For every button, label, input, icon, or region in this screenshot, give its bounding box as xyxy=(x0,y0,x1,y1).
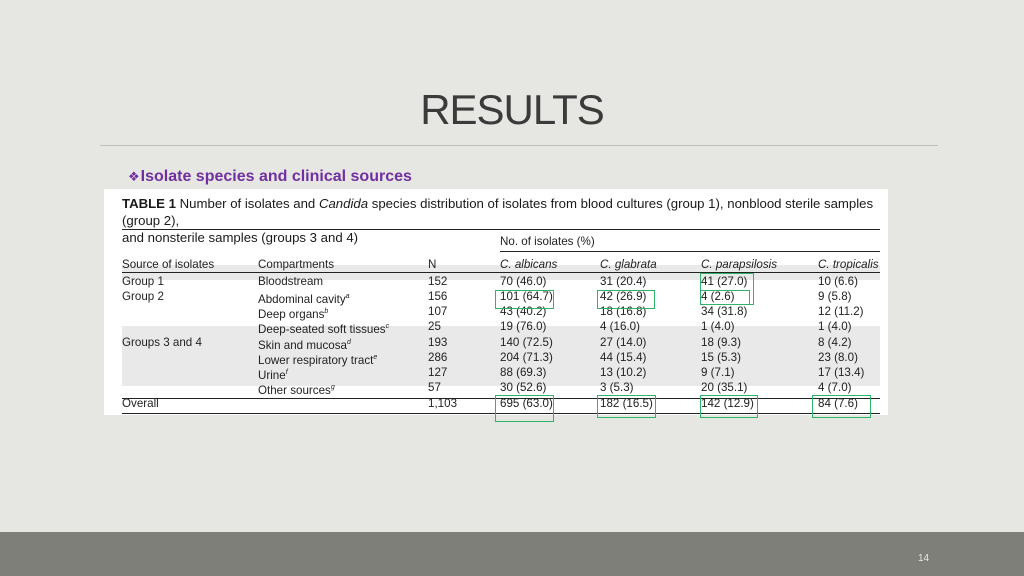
header-albicans: C. albicans xyxy=(500,258,558,271)
cell-albicans: 695 (63.0) xyxy=(500,397,553,410)
footnote-marker: b xyxy=(324,308,329,315)
cell-n: 57 xyxy=(428,381,441,394)
caption-label: TABLE 1 xyxy=(122,196,176,211)
cell-parapsilosis: 20 (35.1) xyxy=(701,381,748,394)
spanner-header: No. of isolates (%) xyxy=(500,235,595,248)
cell-albicans: 101 (64.7) xyxy=(500,290,553,303)
highlight-box xyxy=(495,290,554,309)
page-number: 14 xyxy=(918,553,930,564)
highlight-box xyxy=(597,395,656,418)
cell-glabrata: 13 (10.2) xyxy=(600,366,647,379)
highlight-box xyxy=(700,395,758,418)
cell-parapsilosis: 1 (4.0) xyxy=(701,320,735,333)
caption-text-2: species distribution of isolates from blood cultures (group 1), nonblood sterile samples (group 2), xyxy=(122,196,874,228)
footnote-marker: a xyxy=(345,293,350,300)
cell-albicans: 140 (72.5) xyxy=(500,336,553,349)
cell-parapsilosis: 18 (9.3) xyxy=(701,336,741,349)
section-subtitle xyxy=(128,168,412,186)
caption-text-1: Number of isolates and xyxy=(175,196,319,211)
header-bottom-rule xyxy=(122,272,880,273)
cell-compartment: Lower respiratory tract$^e$ xyxy=(258,353,378,367)
table-top-rule xyxy=(122,229,880,230)
cell-glabrata: 44 (15.4) xyxy=(600,351,647,364)
footnote-marker: f xyxy=(285,369,288,376)
cell-n: 107 xyxy=(428,305,448,318)
cell-albicans: 43 (40.2) xyxy=(500,305,547,318)
cell-parapsilosis: 15 (5.3) xyxy=(701,351,741,364)
caption-italic: Candida xyxy=(318,196,369,211)
cell-albicans: 70 (46.0) xyxy=(500,275,547,288)
footnote-marker: e xyxy=(373,354,378,361)
cell-parapsilosis: 9 (7.1) xyxy=(701,366,735,379)
cell-compartment: Abdominal cavity$^a$ xyxy=(258,292,350,306)
cell-compartment: Deep-seated soft tissues$^c$ xyxy=(258,322,390,336)
highlight-box xyxy=(700,290,750,305)
header-parapsilosis: C. parapsilosis xyxy=(701,258,778,271)
cell-albicans: 30 (52.6) xyxy=(500,381,547,394)
cell-source: Overall xyxy=(122,397,159,410)
cell-tropicalis: 9 (5.8) xyxy=(818,290,852,303)
cell-glabrata: 18 (16.8) xyxy=(600,305,647,318)
cell-n: 25 xyxy=(428,320,441,333)
header-source: Source of isolates xyxy=(122,258,215,271)
cell-parapsilosis: 142 (12.9) xyxy=(701,397,754,410)
cell-compartment: Other sources$^g$ xyxy=(258,383,335,397)
header-tropicalis: C. tropicalis xyxy=(818,258,879,271)
cell-tropicalis: 12 (11.2) xyxy=(818,305,864,318)
cell-n: 156 xyxy=(428,290,448,303)
footnote-marker: g xyxy=(330,384,335,391)
header-n: N xyxy=(428,258,437,271)
cell-compartment: Skin and mucosa$^d$ xyxy=(258,338,351,352)
cell-glabrata: 42 (26.9) xyxy=(600,290,647,303)
cell-tropicalis: 17 (13.4) xyxy=(818,366,865,379)
cell-glabrata: 182 (16.5) xyxy=(600,397,653,410)
cell-albicans: 88 (69.3) xyxy=(500,366,547,379)
cell-parapsilosis: 41 (27.0) xyxy=(701,275,748,288)
cell-source: Groups 3 and 4 xyxy=(122,336,202,349)
cell-tropicalis: 23 (8.0) xyxy=(818,351,858,364)
highlight-box xyxy=(495,395,554,422)
table-figure xyxy=(104,189,888,415)
slide-title: RESULTS xyxy=(420,86,604,133)
caption-text-3: and nonsterile samples (groups 3 and 4) xyxy=(122,230,359,245)
footer-band xyxy=(0,532,1024,576)
highlight-box xyxy=(597,290,655,309)
cell-n: 1,103 xyxy=(428,397,458,410)
cell-parapsilosis: 4 (2.6) xyxy=(701,290,735,303)
cell-n: 127 xyxy=(428,366,448,379)
cell-albicans: 19 (76.0) xyxy=(500,320,547,333)
cell-n: 286 xyxy=(428,351,448,364)
header-compartment: Compartments xyxy=(258,258,335,271)
cell-glabrata: 27 (14.0) xyxy=(600,336,647,349)
highlight-box xyxy=(812,395,871,418)
subtitle-text: Isolate species and clinical sources xyxy=(140,168,412,185)
cell-albicans: 204 (71.3) xyxy=(500,351,553,364)
cell-tropicalis: 1 (4.0) xyxy=(818,320,852,333)
cell-compartment: Deep organs$^b$ xyxy=(258,307,329,321)
cell-glabrata: 31 (20.4) xyxy=(600,275,647,288)
cell-source: Group 2 xyxy=(122,290,164,303)
header-glabrata: C. glabrata xyxy=(600,258,657,271)
title-divider xyxy=(100,145,938,146)
cell-n: 193 xyxy=(428,336,448,349)
diamond-bullet-icon: ❖ xyxy=(128,169,140,184)
cell-compartment: Urine$^f$ xyxy=(258,368,288,382)
footnote-marker: d xyxy=(346,339,351,346)
cell-parapsilosis: 34 (31.8) xyxy=(701,305,748,318)
cell-glabrata: 3 (5.3) xyxy=(600,381,634,394)
cell-n: 152 xyxy=(428,275,448,288)
cell-tropicalis: 8 (4.2) xyxy=(818,336,852,349)
spanner-rule xyxy=(500,251,880,252)
cell-tropicalis: 10 (6.6) xyxy=(818,275,858,288)
cell-source: Group 1 xyxy=(122,275,164,288)
footnote-marker: c xyxy=(385,323,390,330)
cell-glabrata: 4 (16.0) xyxy=(600,320,640,333)
cell-compartment: Bloodstream xyxy=(258,275,324,288)
cell-tropicalis: 4 (7.0) xyxy=(818,381,852,394)
cell-tropicalis: 84 (7.6) xyxy=(818,397,858,410)
